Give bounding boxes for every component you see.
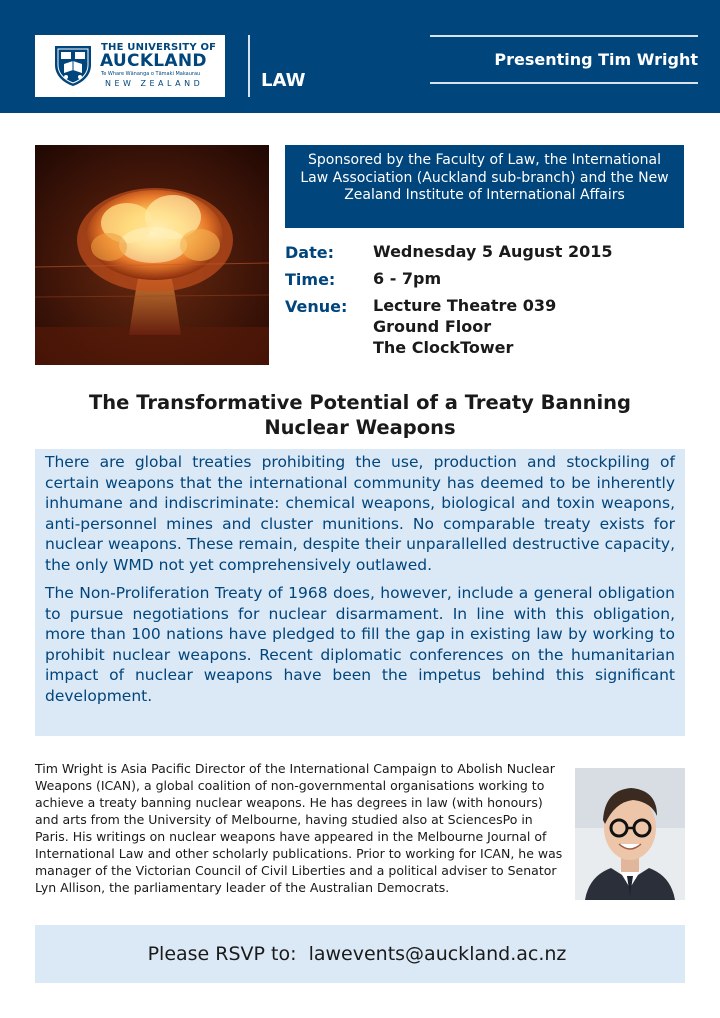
talk-title-line-1: The Transformative Potential of a Treaty Banning (89, 391, 631, 414)
sponsor-box: Sponsored by the Faculty of Law, the International Law Association (Auckland sub-branch) and the New Zealand Institute of International Affairs (285, 145, 684, 228)
abstract-paragraph-2: The Non-Proliferation Treaty of 1968 does, however, include a general obligation to pursue negotiations for nuclear disarmament. In line with this obligation, more than 100 nations have pledged to fill the gap in existing law by working to prohibit nuclear weapons. Recent diplomatic conferences on the humanitarian impact of nuclear weapons have been the impetus behind this significant development. (45, 584, 675, 705)
mushroom-cloud-photo (35, 145, 269, 365)
logo-line-3: Te Whare Wānanga o Tāmaki Makaurau (101, 71, 201, 77)
crest-icon (52, 43, 94, 87)
venue-value (373, 295, 556, 358)
venue-line-2: Ground Floor (373, 317, 492, 336)
venue-line-1: Lecture Theatre 039 (373, 296, 557, 315)
faculty-label: LAW (261, 70, 306, 91)
talk-title-line-2: Nuclear Weapons (264, 416, 456, 439)
time-value: 6 - 7pm (373, 269, 442, 288)
presenting-speaker: Presenting Tim Wright (494, 50, 698, 69)
speaker-portrait (575, 768, 685, 900)
logo-line-2: AUCKLAND (100, 51, 207, 71)
logo-line-4: NEW ZEALAND (105, 79, 204, 88)
time-label: Time: (285, 270, 336, 289)
speaker-bio: Tim Wright is Asia Pacific Director of the International Campaign to Abolish Nuclear Weapons (ICAN), a global coalition of non-governmental organisations working to achieve a treaty banning nuclear weapons. He has degrees in law (with honours) and arts from the University of Melbourne, having studied also at SciencesPo in Paris. His writings on nuclear weapons have appeared in the Melbourne Journal of International Law and other scholarly publications. Prior to working for ICAN, he was manager of the Victorian Council of Civil Liberties and a political adviser to Senator Lyn Allison, the parliamentary leader of the Australian Democrats. (35, 761, 563, 895)
header-banner (0, 0, 720, 113)
rsvp-email-link[interactable]: lawevents@auckland.ac.nz (308, 943, 567, 965)
venue-line-3: The ClockTower (373, 338, 514, 357)
rsvp-label: Please RSVP to: (147, 943, 297, 965)
date-value: Wednesday 5 August 2015 (373, 242, 613, 261)
venue-label: Venue: (285, 297, 348, 316)
rsvp-bar (35, 925, 685, 983)
talk-title (20, 390, 700, 440)
abstract-panel (35, 449, 685, 736)
header-divider (248, 35, 250, 97)
logo-line-1: THE UNIVERSITY OF (101, 42, 217, 53)
header-rule-top (430, 35, 698, 37)
abstract-paragraph-1: There are global treaties prohibiting the use, production and stockpiling of certain weapons that the international community has deemed to be inherently inhumane and indiscriminate: chemical weapons, biological and toxin weapons, anti-personnel mines and cluster munitions. No comparable treaty exists for nuclear weapons. These remain, despite their unparallelled destructive capacity, the only WMD not yet comprehensively outlawed. (45, 453, 675, 574)
date-label: Date: (285, 243, 334, 262)
university-logo[interactable] (35, 35, 225, 97)
header-rule-bottom (430, 82, 698, 84)
